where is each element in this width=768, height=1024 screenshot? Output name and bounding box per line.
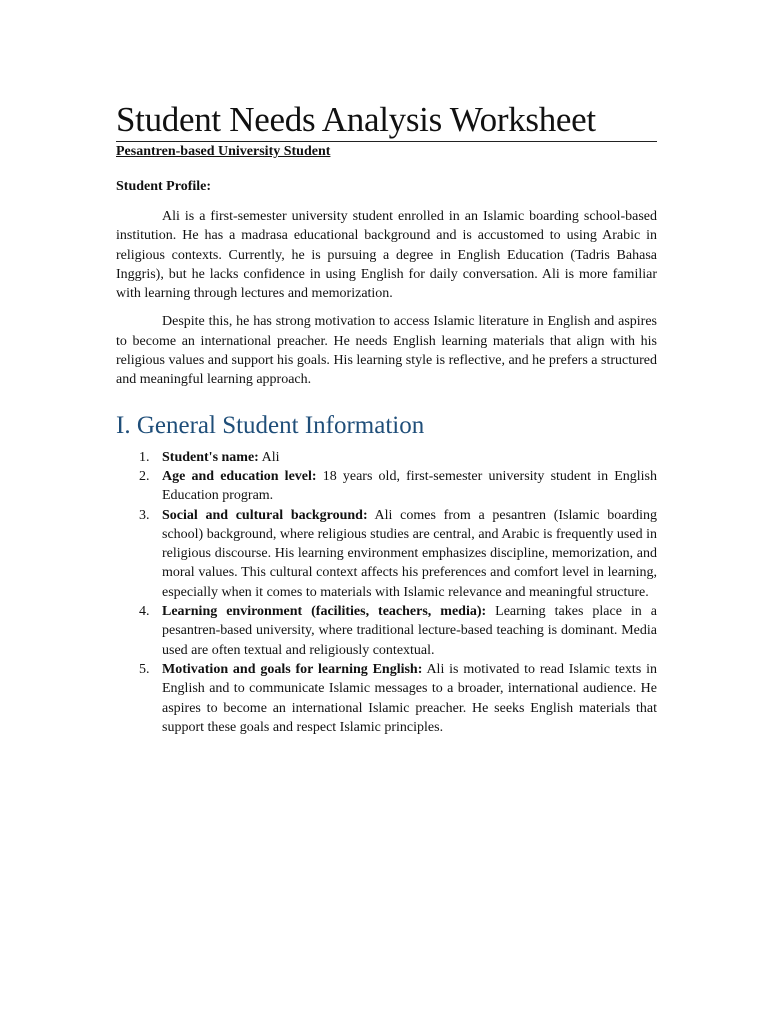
list-item-learning-environment — [116, 602, 657, 660]
general-info-list — [116, 448, 657, 737]
list-item-age-education — [116, 467, 657, 506]
document-subtitle: Pesantren-based University Student — [116, 144, 331, 159]
list-item-number: 3. — [139, 507, 150, 523]
list-item-label: Age and education level: — [162, 468, 317, 484]
list-item-text: Ali is motivated to read Islamic texts in English and to communicate Islamic messages to a broader, international audience. He aspires to become an international Islamic preacher. He seeks English materials that support these goals and respect Islamic principles. — [162, 661, 657, 735]
list-item-text: Ali comes from a pesantren (Islamic boarding school) background, where religious studies are central, and Arabic is frequently used in religious discourse. His learning environment emphasizes discipline, memorization, and moral values. This cultural context affects his preferences and comfort level in learning, especially when it comes to materials with Islamic relevance and meaningful structure. — [162, 507, 658, 600]
list-item-label: Motivation and goals for learning English: — [162, 661, 423, 677]
list-item-text: 18 years old, first-semester university student in English Education program. — [162, 468, 657, 504]
profile-paragraph: Despite this, he has strong motivation to access Islamic literature in English and aspires to become an international preacher. He needs English learning materials that align with his religious values and support his goals. His learning style is reflective, and he prefers a structured and meaningful learning approach. — [116, 314, 657, 388]
list-item-text: Learning takes place in a pesantren-based university, where traditional lecture-based teaching is dominant. Media used are often textual and religiously contextual. — [162, 604, 657, 658]
document-content — [116, 100, 657, 737]
list-item-text: Ali — [261, 449, 280, 465]
list-item-label: Learning environment (facilities, teachers, media): — [162, 604, 487, 620]
profile-paragraph: Ali is a first-semester university student enrolled in an Islamic boarding school-based institution. He has a madrasa educational background and is accustomed to using Arabic in religious contexts. Currently, he is pursuing a degree in English Education (Tadris Bahasa Inggris), but he lacks confidence in using English for daily conversation. Ali is more familiar with learning through lectures and memorization. — [116, 209, 657, 302]
student-profile-label: Student Profile: — [116, 179, 212, 194]
list-item-label: Student's name: — [162, 449, 259, 465]
section-heading-general-info: I. General Student Information — [116, 411, 425, 439]
document-title: Student Needs Analysis Worksheet — [116, 100, 657, 142]
list-item-number: 4. — [139, 604, 150, 620]
list-item-number: 1. — [139, 449, 150, 465]
list-item-number: 2. — [139, 468, 150, 484]
list-item-number: 5. — [139, 661, 150, 677]
list-item-social-cultural — [116, 506, 657, 602]
list-item-student-name — [116, 448, 657, 467]
list-item-label: Social and cultural background: — [162, 507, 368, 523]
list-item-motivation-goals — [116, 660, 657, 737]
